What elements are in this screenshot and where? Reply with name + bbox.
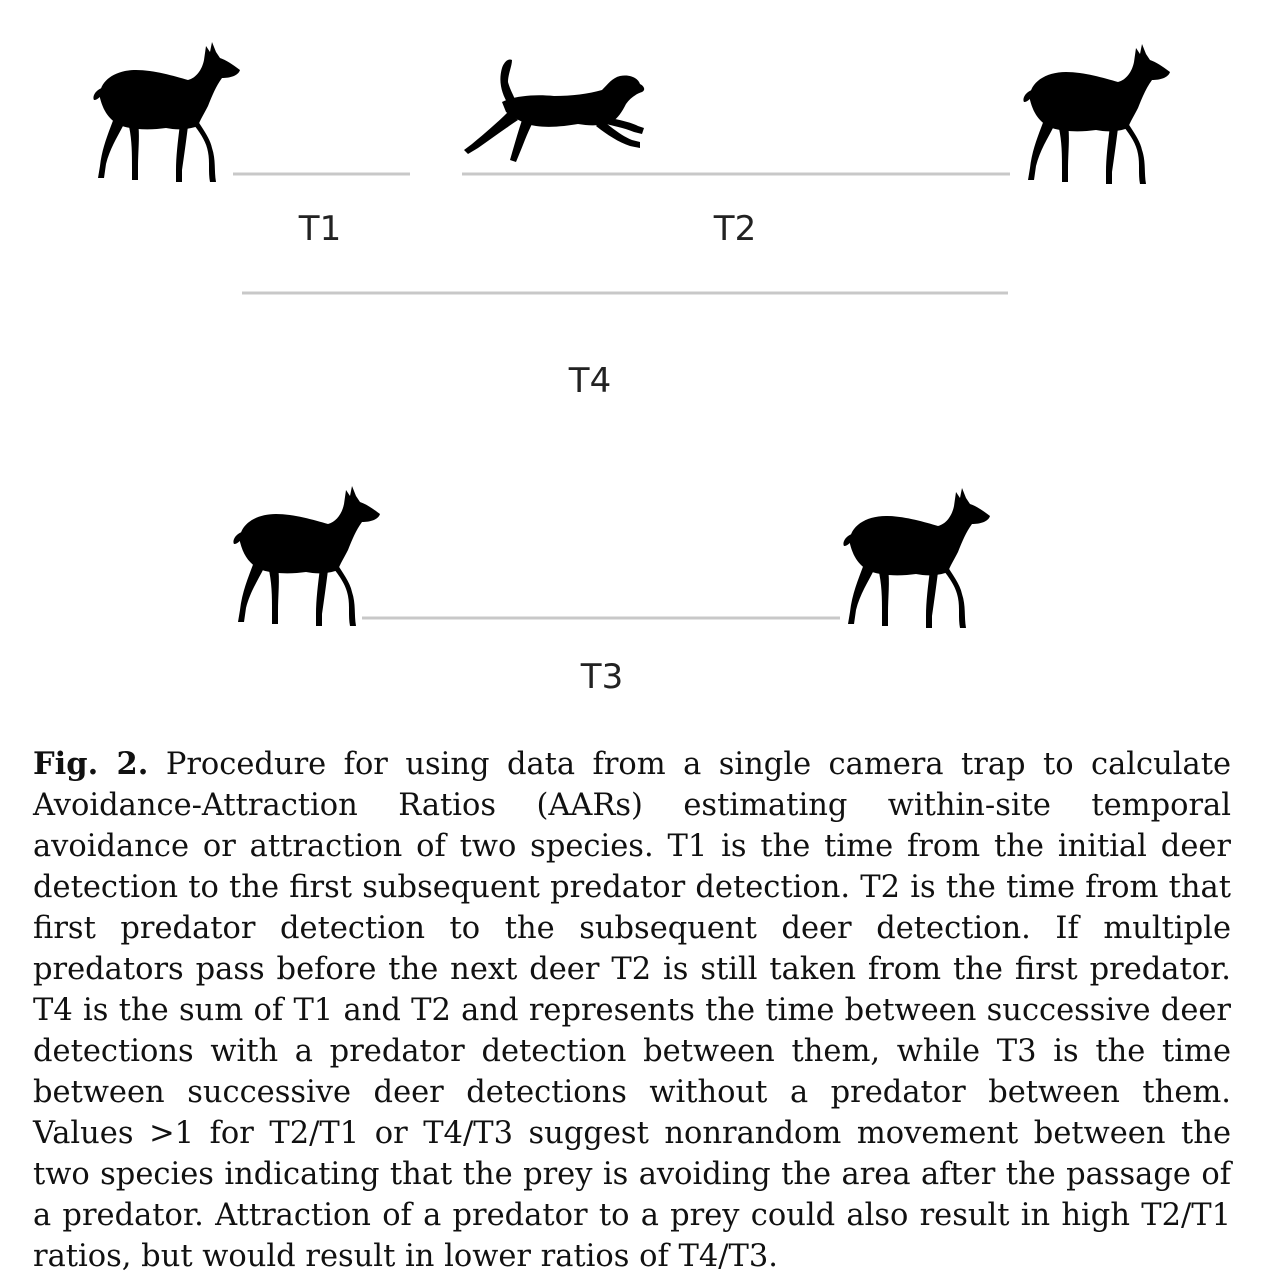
predator-dog-icon: [464, 59, 644, 162]
figure-caption: [33, 744, 1231, 1277]
deer-icon-t3-start: [233, 486, 380, 626]
label-t1: T1: [298, 209, 342, 249]
label-t3: T3: [580, 657, 624, 697]
caption-label: Fig. 2.: [33, 746, 149, 782]
deer-icon-initial: [93, 42, 240, 182]
label-t4: T4: [568, 361, 612, 401]
deer-icon-subsequent: [1023, 44, 1170, 184]
caption-text: Procedure for using data from a single camera trap to calculate Avoidance-Attraction Ratios (AARs) estimating within-site temporal avoidance or attraction of two species. T1 is the time from the initial deer detection to the first subsequent predator detection. T2 is the time from that first predator detection to the subsequent deer detection. If multiple predators pass before the next deer T2 is still taken from the first predator. T4 is the sum of T1 and T2 and represents the time between successive deer detections with a predator detection between them, while T3 is the time between successive deer detections without a predator between them. Values >1 for T2/T1 or T4/T3 suggest nonrandom movement between the two species indicating that the prey is avoiding the area after the passage of a predator. Attraction of a predator to a prey could also result in high T2/T1 ratios, but would result in lower ratios of T4/T3.: [33, 747, 1231, 1274]
label-t2: T2: [713, 209, 757, 249]
deer-icon-t3-end: [843, 488, 990, 628]
